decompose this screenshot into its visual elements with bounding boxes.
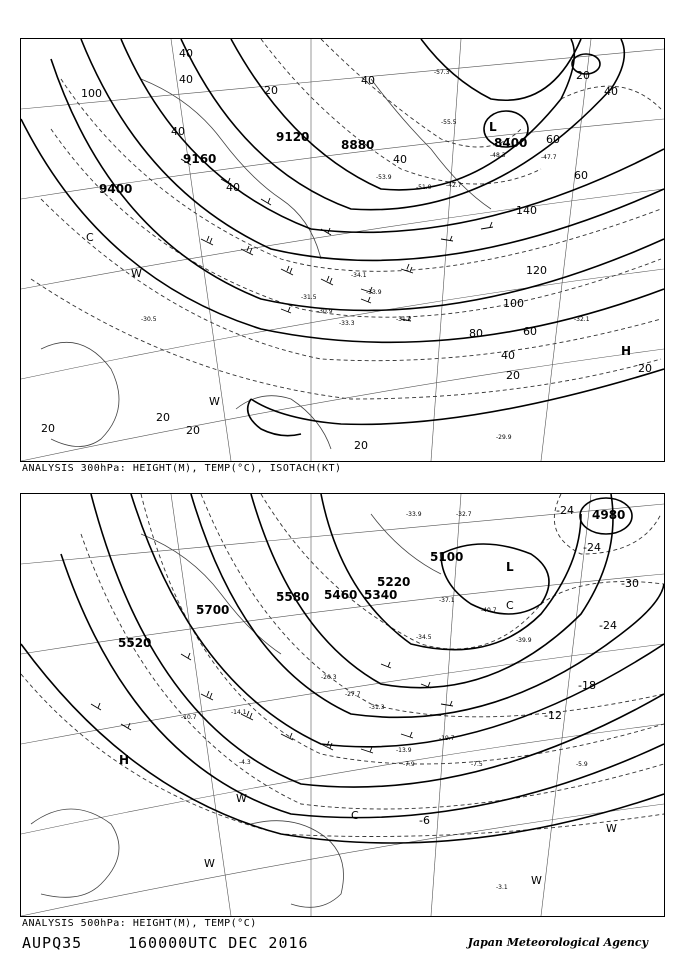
isotach-label: 20 bbox=[186, 424, 200, 437]
station-value: -53.9 bbox=[376, 174, 392, 181]
station-value: -32.7 bbox=[456, 511, 472, 518]
station-value: -27.7 bbox=[345, 691, 361, 698]
high-center-marker: H bbox=[621, 344, 632, 358]
agency-name: Japan Meteorological Agency bbox=[467, 936, 648, 949]
isotach-label: 120 bbox=[526, 264, 547, 277]
map-300hpa-canvas bbox=[21, 39, 664, 461]
warm-center-marker: W bbox=[236, 792, 247, 805]
station-value: -7.5 bbox=[471, 761, 483, 768]
chart-datetime: 160000UTC DEC 2016 bbox=[128, 934, 309, 952]
isotach-label: 20 bbox=[354, 439, 368, 452]
height-label-5340: 5340 bbox=[364, 588, 398, 602]
station-value: -47.7 bbox=[541, 154, 557, 161]
station-value: -30.5 bbox=[141, 316, 157, 323]
height-label-9160: 9160 bbox=[183, 152, 217, 166]
isotach-label: 20 bbox=[506, 369, 520, 382]
isotach-label: 20 bbox=[41, 422, 55, 435]
caption-300hpa: ANALYSIS 300hPa: HEIGHT(M), TEMP(°C), ISOTACH(KT) bbox=[22, 463, 342, 474]
isotach-label: 20 bbox=[156, 411, 170, 424]
isotach-label: 100 bbox=[503, 297, 524, 310]
height-label-5100: 5100 bbox=[430, 550, 464, 564]
station-value: -37.1 bbox=[439, 597, 455, 604]
station-value: -32.1 bbox=[574, 316, 590, 323]
wind-barbs bbox=[91, 653, 453, 753]
warm-center-marker: W bbox=[606, 822, 617, 835]
warm-center-marker: W bbox=[204, 857, 215, 870]
isotherm-label: -24 bbox=[599, 619, 617, 632]
station-value: -4.3 bbox=[239, 759, 251, 766]
isotherm-contours bbox=[21, 494, 664, 837]
warm-center-marker: W bbox=[209, 395, 220, 408]
height-label-5700: 5700 bbox=[196, 603, 230, 617]
station-value: -31.2 bbox=[396, 316, 412, 323]
station-value: -40.7 bbox=[481, 607, 497, 614]
isotach-label: 40 bbox=[361, 74, 375, 87]
caption-500hpa: ANALYSIS 500hPa: HEIGHT(M), TEMP(°C) bbox=[22, 918, 257, 929]
station-value: -48.3 bbox=[490, 152, 506, 159]
isotach-label: 60 bbox=[574, 169, 588, 182]
isotach-label: 40 bbox=[501, 349, 515, 362]
isotach-contours bbox=[31, 39, 661, 399]
graticule bbox=[21, 494, 664, 916]
isotach-label: 80 bbox=[469, 327, 483, 340]
station-value: -51.9 bbox=[416, 184, 432, 191]
isotach-label: 60 bbox=[546, 133, 560, 146]
isotach-label: 20 bbox=[576, 69, 590, 82]
cold-center-marker: C bbox=[86, 231, 94, 244]
isotach-label: 40 bbox=[179, 73, 193, 86]
height-label-4980: 4980 bbox=[592, 508, 626, 522]
isotach-label: 100 bbox=[81, 87, 102, 100]
chart-code: AUPQ35 bbox=[22, 934, 83, 952]
cold-center-marker: C bbox=[351, 809, 359, 822]
isotherm-label: -24 bbox=[556, 504, 574, 517]
station-value: -13.9 bbox=[396, 747, 412, 754]
station-value: -34.5 bbox=[416, 634, 432, 641]
station-value: -20.3 bbox=[321, 674, 337, 681]
station-value: -34.1 bbox=[351, 272, 367, 279]
station-value: -33.3 bbox=[339, 320, 355, 327]
isotach-label: 40 bbox=[171, 125, 185, 138]
isotherm-label: -12 bbox=[544, 709, 562, 722]
height-label-8880: 8880 bbox=[341, 138, 375, 152]
station-value: -10.7 bbox=[181, 714, 197, 721]
station-value: -3.1 bbox=[496, 884, 508, 891]
station-value: -31.3 bbox=[369, 704, 385, 711]
station-value: -5.9 bbox=[576, 761, 588, 768]
height-label-8400: 8400 bbox=[494, 136, 528, 150]
isotherm-label: -18 bbox=[578, 679, 596, 692]
height-label-5520: 5520 bbox=[118, 636, 152, 650]
map-300hpa bbox=[20, 38, 665, 462]
height-contours bbox=[21, 494, 664, 843]
height-label-5580: 5580 bbox=[276, 590, 310, 604]
isotach-label: 20 bbox=[638, 362, 652, 375]
isotach-label: 40 bbox=[604, 85, 618, 98]
station-value: -14.1 bbox=[231, 709, 247, 716]
height-label-9120: 9120 bbox=[276, 130, 310, 144]
station-value: -29.9 bbox=[496, 434, 512, 441]
isotherm-label: -6 bbox=[419, 814, 430, 827]
station-value: -7.9 bbox=[403, 761, 415, 768]
station-value: -31.5 bbox=[301, 294, 317, 301]
isotach-label: 140 bbox=[516, 204, 537, 217]
map-500hpa-canvas bbox=[21, 494, 664, 916]
isotach-label: 20 bbox=[264, 84, 278, 97]
high-center-marker: H bbox=[119, 753, 130, 767]
isotherm-label: -24 bbox=[583, 541, 601, 554]
cold-center-marker: C bbox=[506, 599, 514, 612]
station-value: -33.9 bbox=[366, 289, 382, 296]
height-label-9400: 9400 bbox=[99, 182, 133, 196]
station-value: -19.7 bbox=[439, 735, 455, 742]
isotherm-label: -30 bbox=[621, 577, 639, 590]
coastlines bbox=[41, 79, 491, 449]
map-500hpa bbox=[20, 493, 665, 917]
isotach-label: 40 bbox=[393, 153, 407, 166]
isotach-label: 40 bbox=[179, 47, 193, 60]
station-value: -57.3 bbox=[434, 69, 450, 76]
isotach-label: 60 bbox=[523, 325, 537, 338]
low-center-marker: L bbox=[506, 560, 514, 574]
station-value: -39.9 bbox=[516, 637, 532, 644]
station-value: -30.9 bbox=[317, 308, 333, 315]
station-value: -42.7 bbox=[446, 182, 462, 189]
station-value: -55.5 bbox=[441, 119, 457, 126]
low-center-marker: L bbox=[489, 120, 497, 134]
station-value: -33.9 bbox=[406, 511, 422, 518]
warm-center-marker: W bbox=[131, 267, 142, 280]
height-label-5460: 5460 bbox=[324, 588, 358, 602]
height-label-5220: 5220 bbox=[377, 575, 411, 589]
warm-center-marker: W bbox=[531, 874, 542, 887]
isotach-label: 40 bbox=[226, 181, 240, 194]
